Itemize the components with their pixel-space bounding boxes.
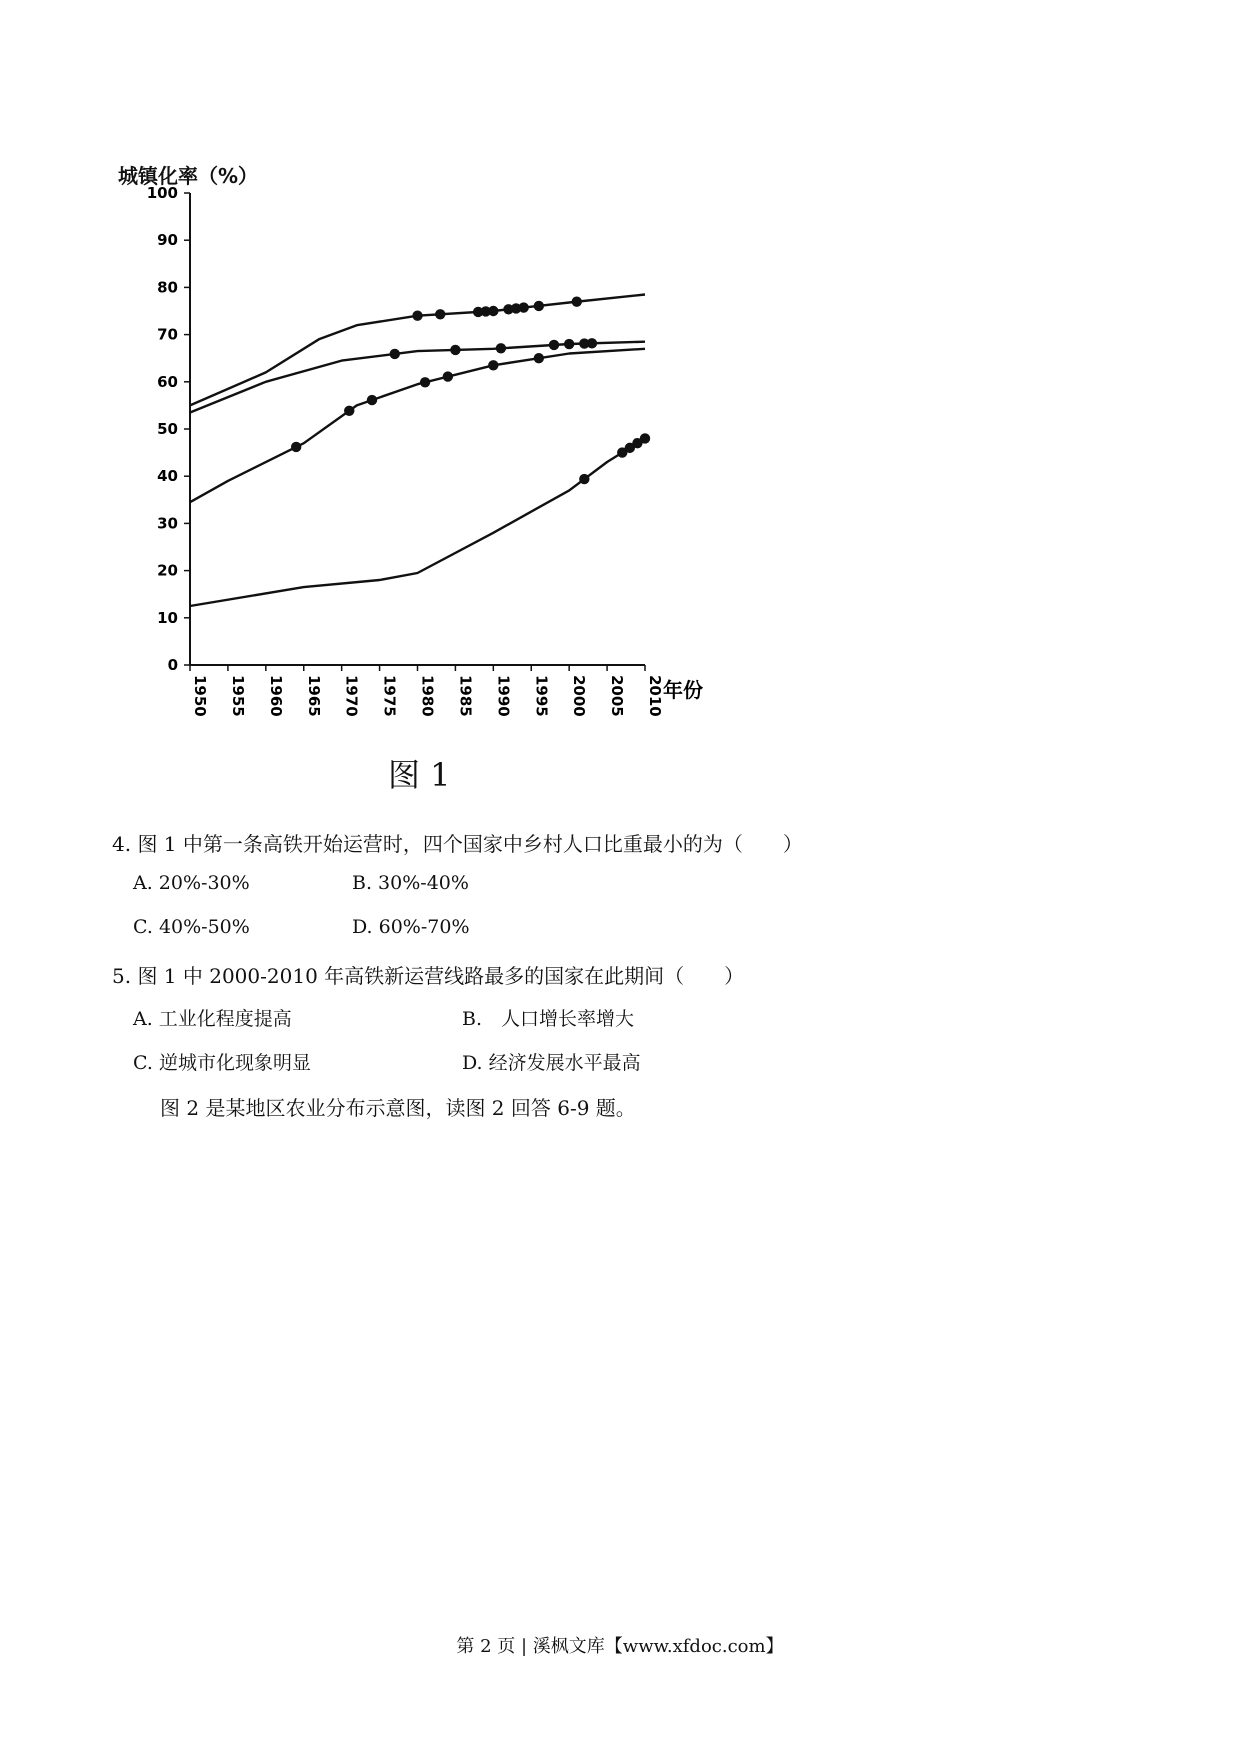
series-3-point [420, 377, 430, 387]
y-tick-label: 90 [157, 231, 178, 250]
x-tick-label: 1970 [342, 675, 361, 717]
question-4-option-b: B. 30%-40% [352, 872, 469, 894]
question-4-text: 4. 图 1 中第一条高铁开始运营时，四个国家中乡村人口比重最小的为（ ） [112, 832, 803, 856]
page-footer: 第 2 页 | 溪枫文库【www.xfdoc.com】 [456, 1636, 784, 1657]
y-tick-label: 50 [157, 420, 178, 438]
y-tick-label: 100 [146, 184, 178, 202]
question-4-option-c: C. 40%-50% [133, 916, 250, 938]
series-2-point [390, 349, 400, 359]
y-tick-label: 0 [167, 656, 178, 674]
question-5-text: 5. 图 1 中 2000-2010 年高铁新运营线路最多的国家在此期间（ ） [112, 964, 745, 988]
figure-caption: 图 1 [388, 756, 451, 794]
series-4-point [579, 474, 589, 484]
series-1-point [534, 301, 544, 311]
series-3-point [443, 371, 453, 381]
series-2-point [587, 338, 597, 348]
x-tick-label: 2010 [646, 675, 664, 717]
urbanization-line-chart [100, 145, 740, 785]
x-tick-label: 1990 [494, 675, 513, 717]
series-1-point [488, 306, 498, 316]
series-2-point [450, 345, 460, 355]
series-3-point [344, 406, 354, 416]
y-tick-label: 60 [157, 372, 178, 391]
series-1-point [572, 297, 582, 307]
question-5-option-d: D. 经济发展水平最高 [462, 1052, 641, 1074]
series-1-point [518, 302, 528, 312]
x-axis-title: 年份 [663, 678, 703, 702]
series-2-point [564, 339, 574, 349]
x-tick-label: 1995 [532, 675, 551, 717]
question-4-option-d: D. 60%-70% [352, 916, 470, 938]
question-4-option-a: A. 20%-30% [133, 872, 250, 894]
question-5-option-b: B. 人口增长率增大 [462, 1008, 635, 1030]
question-5-option-c: C. 逆城市化现象明显 [133, 1052, 311, 1074]
x-tick-label: 1975 [380, 675, 399, 717]
y-tick-label: 80 [157, 278, 178, 297]
x-tick-label: 2000 [570, 675, 589, 717]
series-2-point [496, 343, 506, 353]
x-tick-label: 1960 [266, 675, 285, 717]
y-tick-label: 10 [157, 608, 178, 627]
series-3-point [367, 395, 377, 405]
series-1-point [435, 309, 445, 319]
y-axis-title: 城镇化率（%） [118, 164, 259, 188]
series-3-line [190, 349, 645, 502]
series-4-line [190, 438, 645, 606]
x-tick-label: 1980 [418, 675, 437, 717]
figure-2-intro: 图 2 是某地区农业分布示意图，读图 2 回答 6-9 题。 [160, 1096, 636, 1120]
x-tick-label: 1955 [228, 675, 247, 717]
series-4-point [640, 433, 650, 443]
x-tick-label: 1965 [304, 675, 323, 717]
x-tick-label: 1950 [191, 675, 209, 717]
x-tick-label: 1985 [456, 675, 475, 717]
series-2-point [549, 340, 559, 350]
series-1-point [412, 311, 422, 321]
series-3-point [488, 360, 498, 370]
y-tick-label: 40 [157, 467, 178, 486]
x-tick-label: 2005 [608, 675, 627, 717]
series-3-point [291, 442, 301, 452]
series-3-point [534, 353, 544, 363]
y-tick-label: 30 [157, 514, 178, 533]
y-tick-label: 70 [157, 325, 178, 344]
y-tick-label: 20 [157, 561, 178, 580]
question-5-option-a: A. 工业化程度提高 [133, 1008, 292, 1030]
